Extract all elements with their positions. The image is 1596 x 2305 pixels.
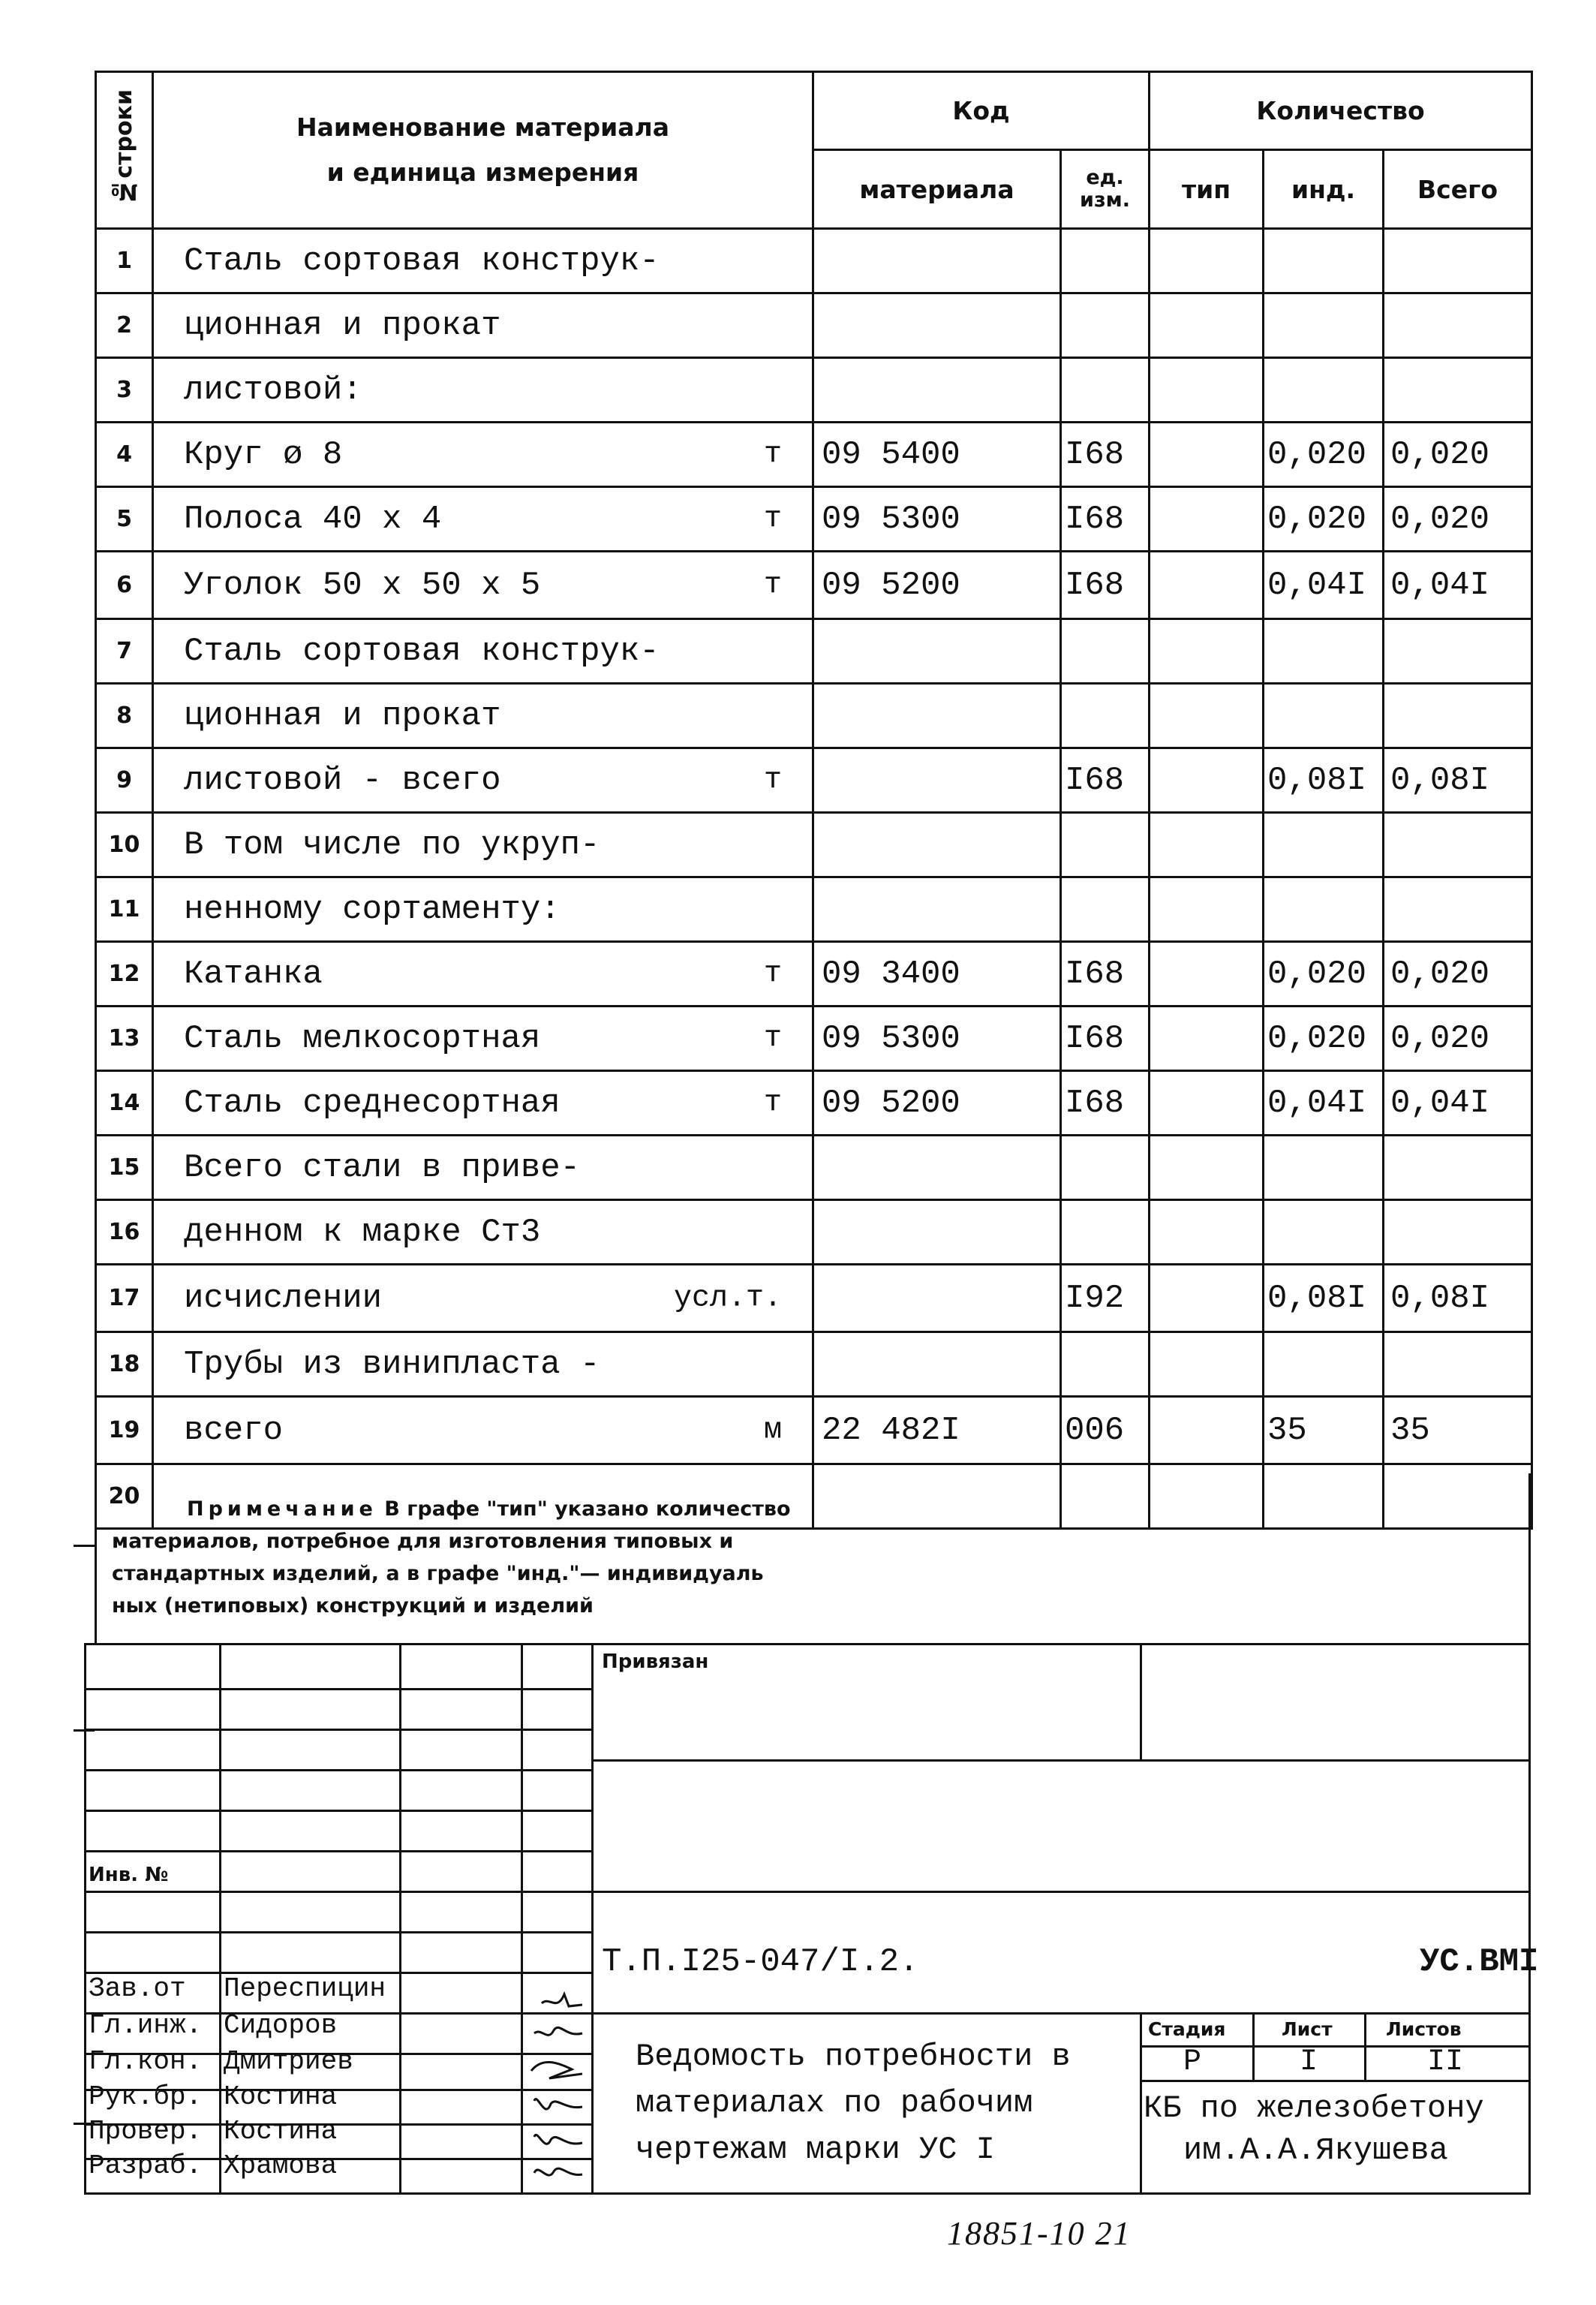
row-number: 3 — [96, 358, 153, 423]
qty-total — [1384, 684, 1532, 748]
qty-type — [1150, 229, 1264, 293]
material-name-cell — [153, 684, 813, 748]
material-name: всего — [184, 1411, 284, 1449]
material-name-cell — [153, 1265, 813, 1332]
unit-code — [1061, 1136, 1150, 1200]
unit-code — [1061, 877, 1150, 942]
table-row — [96, 1136, 1532, 1200]
material-name-cell — [153, 1200, 813, 1265]
unit-code — [1061, 358, 1150, 423]
material-name: Сталь сортовая конструк- — [184, 632, 660, 670]
row-number: 10 — [96, 813, 153, 877]
margin-tick — [74, 1545, 95, 1547]
unit-code — [1061, 619, 1150, 684]
note — [95, 1473, 1531, 1643]
sheet-label: Лист — [1282, 2018, 1333, 2040]
qty-type — [1150, 1071, 1264, 1136]
qty-total: 0,020 — [1384, 423, 1532, 487]
row-number: 19 — [96, 1397, 153, 1464]
material-name-cell — [153, 942, 813, 1007]
material-name-cell — [153, 229, 813, 293]
signer-name: Храмова — [224, 2150, 338, 2181]
row-number: 20 — [96, 1464, 153, 1529]
code-header: Код — [813, 72, 1150, 150]
qty-type — [1150, 358, 1264, 423]
material-unit: усл.т. — [673, 1281, 782, 1315]
unit-code: I68 — [1061, 423, 1150, 487]
unit-code — [1061, 684, 1150, 748]
qty-ind — [1264, 293, 1384, 358]
row-number: 1 — [96, 229, 153, 293]
signer-name: Сидоров — [224, 2010, 338, 2041]
material-code — [813, 748, 1061, 813]
material-name: Трубы из винипласта - — [184, 1345, 600, 1383]
row-number: 13 — [96, 1007, 153, 1071]
qty-total — [1384, 293, 1532, 358]
material-code: 09 5400 — [813, 423, 1061, 487]
material-unit: т — [763, 957, 782, 991]
qty-total: 0,08I — [1384, 748, 1532, 813]
material-code — [813, 1332, 1061, 1397]
material-unit: т — [763, 1086, 782, 1120]
organization-line-1: КБ по железобетону — [1144, 2090, 1484, 2126]
unit-code: I68 — [1061, 748, 1150, 813]
code-material-header: материала — [813, 150, 1061, 229]
signer-role: Гл.кон. — [89, 2046, 203, 2077]
table-row — [96, 1397, 1532, 1464]
note-line-3: стандартных изделий, а в графе "инд."— индивидуаль — [112, 1562, 764, 1585]
note-line-1: В графе "тип" указано количество — [384, 1497, 791, 1521]
attached-label: Привязан — [602, 1651, 709, 1673]
material-name: В том числе по укруп- — [184, 826, 600, 864]
sheets-label: Листов — [1386, 2018, 1462, 2040]
material-code: 09 5300 — [813, 487, 1061, 552]
row-number: 17 — [96, 1265, 153, 1332]
qty-ind — [1264, 619, 1384, 684]
qty-ind: 35 — [1264, 1397, 1384, 1464]
material-unit: т — [763, 763, 782, 797]
qty-type — [1150, 1265, 1264, 1332]
qty-type — [1150, 293, 1264, 358]
row-number: 11 — [96, 877, 153, 942]
code-unit-header: ед. изм. — [1061, 150, 1150, 229]
document-title-line-1: Ведомость потребности в — [636, 2039, 1071, 2075]
table-row — [96, 813, 1532, 877]
material-name: ненному сортаменту: — [184, 890, 561, 928]
material-code: 22 482I — [813, 1397, 1061, 1464]
signer-role: Провер. — [89, 2116, 203, 2147]
material-code — [813, 358, 1061, 423]
signer-role: Зав.от — [89, 1973, 186, 2004]
material-name-cell — [153, 1397, 813, 1464]
row-number: 14 — [96, 1071, 153, 1136]
unit-code: 006 — [1061, 1397, 1150, 1464]
row-number: 6 — [96, 552, 153, 619]
title-block — [84, 1643, 1539, 2195]
row-number: 9 — [96, 748, 153, 813]
qty-total: 0,08I — [1384, 1265, 1532, 1332]
row-number: 2 — [96, 293, 153, 358]
material-name-cell — [153, 423, 813, 487]
table-row — [96, 619, 1532, 684]
row-number: 7 — [96, 619, 153, 684]
unit-code — [1061, 1332, 1150, 1397]
material-code — [813, 1200, 1061, 1265]
qty-type — [1150, 1200, 1264, 1265]
material-name-cell — [153, 1136, 813, 1200]
qty-type — [1150, 487, 1264, 552]
row-number: 16 — [96, 1200, 153, 1265]
qty-type — [1150, 813, 1264, 877]
material-name: Сталь сортовая конструк- — [184, 242, 660, 280]
material-code: 09 5300 — [813, 1007, 1061, 1071]
material-code — [813, 619, 1061, 684]
material-code — [813, 1136, 1061, 1200]
table-row — [96, 293, 1532, 358]
unit-code: I92 — [1061, 1265, 1150, 1332]
material-name: Сталь мелкосортная — [184, 1019, 541, 1058]
qty-total — [1384, 1136, 1532, 1200]
qty-ind — [1264, 877, 1384, 942]
note-line-2: материалов, потребное для изготовления типовых и — [112, 1530, 734, 1553]
qty-type-header: тип — [1150, 150, 1264, 229]
unit-code: I68 — [1061, 487, 1150, 552]
qty-type — [1150, 1136, 1264, 1200]
unit-code — [1061, 813, 1150, 877]
qty-ind — [1264, 1200, 1384, 1265]
material-unit: т — [763, 438, 782, 471]
table-row — [96, 1332, 1532, 1397]
qty-ind: 0,04I — [1264, 552, 1384, 619]
qty-ind — [1264, 813, 1384, 877]
row-number: 18 — [96, 1332, 153, 1397]
qty-total: 35 — [1384, 1397, 1532, 1464]
material-code: 09 3400 — [813, 942, 1061, 1007]
material-code — [813, 293, 1061, 358]
material-name-cell — [153, 877, 813, 942]
table-row — [96, 552, 1532, 619]
table-row — [96, 684, 1532, 748]
qty-total — [1384, 877, 1532, 942]
material-code — [813, 229, 1061, 293]
qty-total — [1384, 1332, 1532, 1397]
signer-name: Дмитриев — [224, 2046, 353, 2077]
material-name-cell — [153, 1071, 813, 1136]
table-row — [96, 748, 1532, 813]
table-row — [96, 1265, 1532, 1332]
note-line-4: ных (нетиповых) конструкций и изделий — [112, 1594, 594, 1617]
qty-type — [1150, 942, 1264, 1007]
material-name-cell — [153, 1007, 813, 1071]
material-code — [813, 1265, 1061, 1332]
qty-total: 0,020 — [1384, 1007, 1532, 1071]
qty-ind — [1264, 684, 1384, 748]
signer-name: Костина — [224, 2116, 338, 2147]
document-title — [636, 2033, 1071, 2173]
qty-ind — [1264, 358, 1384, 423]
unit-code: I68 — [1061, 1007, 1150, 1071]
signer-name: Костина — [224, 2081, 338, 2112]
material-name: исчислении — [184, 1279, 383, 1317]
qty-total: 0,04I — [1384, 1071, 1532, 1136]
table-row — [96, 1071, 1532, 1136]
table-row — [96, 1007, 1532, 1071]
material-unit: т — [763, 502, 782, 536]
material-name: денном к марке Ст3 — [184, 1213, 541, 1251]
material-name-cell — [153, 619, 813, 684]
qty-type — [1150, 552, 1264, 619]
table-row — [96, 358, 1532, 423]
qty-ind: 0,08I — [1264, 748, 1384, 813]
signer-role: Разраб. — [89, 2150, 203, 2181]
material-name: Круг ø 8 — [184, 435, 343, 474]
material-name-cell — [153, 358, 813, 423]
material-unit: т — [763, 1022, 782, 1055]
qty-ind — [1264, 1332, 1384, 1397]
qty-ind: 0,08I — [1264, 1265, 1384, 1332]
material-code — [813, 813, 1061, 877]
table-row — [96, 877, 1532, 942]
material-name-cell — [153, 293, 813, 358]
table-row — [96, 1200, 1532, 1265]
qty-ind — [1264, 1136, 1384, 1200]
signer-name: Переспицин — [224, 1973, 386, 2004]
unit-code: I68 — [1061, 942, 1150, 1007]
material-code: 09 5200 — [813, 552, 1061, 619]
material-name: ционная и прокат — [184, 697, 501, 735]
material-unit: м — [763, 1413, 782, 1447]
material-code: 09 5200 — [813, 1071, 1061, 1136]
unit-code: I68 — [1061, 1071, 1150, 1136]
signer-role: Рук.бр. — [89, 2081, 203, 2112]
sheets-value: II — [1427, 2045, 1464, 2079]
table-row — [96, 487, 1532, 552]
row-number: 15 — [96, 1136, 153, 1200]
table-row — [96, 942, 1532, 1007]
material-code — [813, 684, 1061, 748]
qty-total — [1384, 358, 1532, 423]
qty-total — [1384, 229, 1532, 293]
organization-line-2: им.А.А.Якушева — [1183, 2132, 1448, 2168]
material-unit: т — [763, 568, 782, 602]
table-row — [96, 423, 1532, 487]
material-code — [813, 877, 1061, 942]
document-mark: УС.ВМI — [1420, 1943, 1539, 1981]
signer-role: Гл.инж. — [89, 2010, 203, 2041]
qty-type — [1150, 619, 1264, 684]
document-code: Т.П.I25-047/I.2. — [602, 1943, 919, 1981]
stage-value: Р — [1183, 2045, 1202, 2079]
document-title-line-3: чертежам марки УС I — [636, 2132, 995, 2168]
unit-code: I68 — [1061, 552, 1150, 619]
material-name: Уголок 50 х 50 х 5 — [184, 566, 541, 604]
stage-label: Стадия — [1148, 2018, 1226, 2040]
qty-ind: 0,020 — [1264, 1007, 1384, 1071]
qty-type — [1150, 423, 1264, 487]
qty-total: 0,020 — [1384, 942, 1532, 1007]
qty-type — [1150, 1332, 1264, 1397]
row-number: 8 — [96, 684, 153, 748]
material-name: листовой - всего — [184, 761, 501, 799]
qty-ind — [1264, 229, 1384, 293]
material-name: Всего стали в приве- — [184, 1148, 581, 1187]
qty-total — [1384, 619, 1532, 684]
unit-code — [1061, 1200, 1150, 1265]
qty-type — [1150, 1397, 1264, 1464]
material-name: листовой: — [184, 371, 362, 409]
row-number: 12 — [96, 942, 153, 1007]
material-name: Катанка — [184, 955, 323, 993]
qty-ind: 0,020 — [1264, 423, 1384, 487]
row-number-header: №строки — [96, 72, 153, 229]
qty-total — [1384, 813, 1532, 877]
qty-type — [1150, 684, 1264, 748]
qty-total — [1384, 1200, 1532, 1265]
unit-code — [1061, 229, 1150, 293]
qty-type — [1150, 748, 1264, 813]
row-number: 4 — [96, 423, 153, 487]
material-name: ционная и прокат — [184, 306, 501, 345]
table-row — [96, 229, 1532, 293]
material-name-cell — [153, 1332, 813, 1397]
qty-ind: 0,04I — [1264, 1071, 1384, 1136]
row-number: 5 — [96, 487, 153, 552]
qty-type — [1150, 877, 1264, 942]
name-header: Наименование материала и единица измерения — [153, 72, 813, 229]
materials-table — [95, 71, 1533, 1530]
signatures — [527, 1973, 590, 2191]
quantity-header: Количество — [1150, 72, 1532, 150]
inventory-number-label: Инв. № — [89, 1864, 169, 1886]
qty-total: 0,020 — [1384, 487, 1532, 552]
material-name-cell — [153, 552, 813, 619]
material-name-cell — [153, 813, 813, 877]
document-title-line-2: материалах по рабочим — [636, 2085, 1033, 2121]
note-label: Примечание — [187, 1497, 377, 1521]
material-name-cell — [153, 748, 813, 813]
qty-total-header: Всего — [1384, 150, 1532, 229]
qty-ind: 0,020 — [1264, 942, 1384, 1007]
material-name-cell — [153, 487, 813, 552]
unit-code — [1061, 293, 1150, 358]
material-name: Полоса 40 х 4 — [184, 500, 442, 538]
qty-ind: 0,020 — [1264, 487, 1384, 552]
material-name: Сталь среднесортная — [184, 1084, 561, 1122]
qty-type — [1150, 1007, 1264, 1071]
qty-ind-header: инд. — [1264, 150, 1384, 229]
qty-total: 0,04I — [1384, 552, 1532, 619]
archive-number: 18851-10 21 — [947, 2215, 1132, 2252]
sheet-value: I — [1300, 2045, 1318, 2079]
